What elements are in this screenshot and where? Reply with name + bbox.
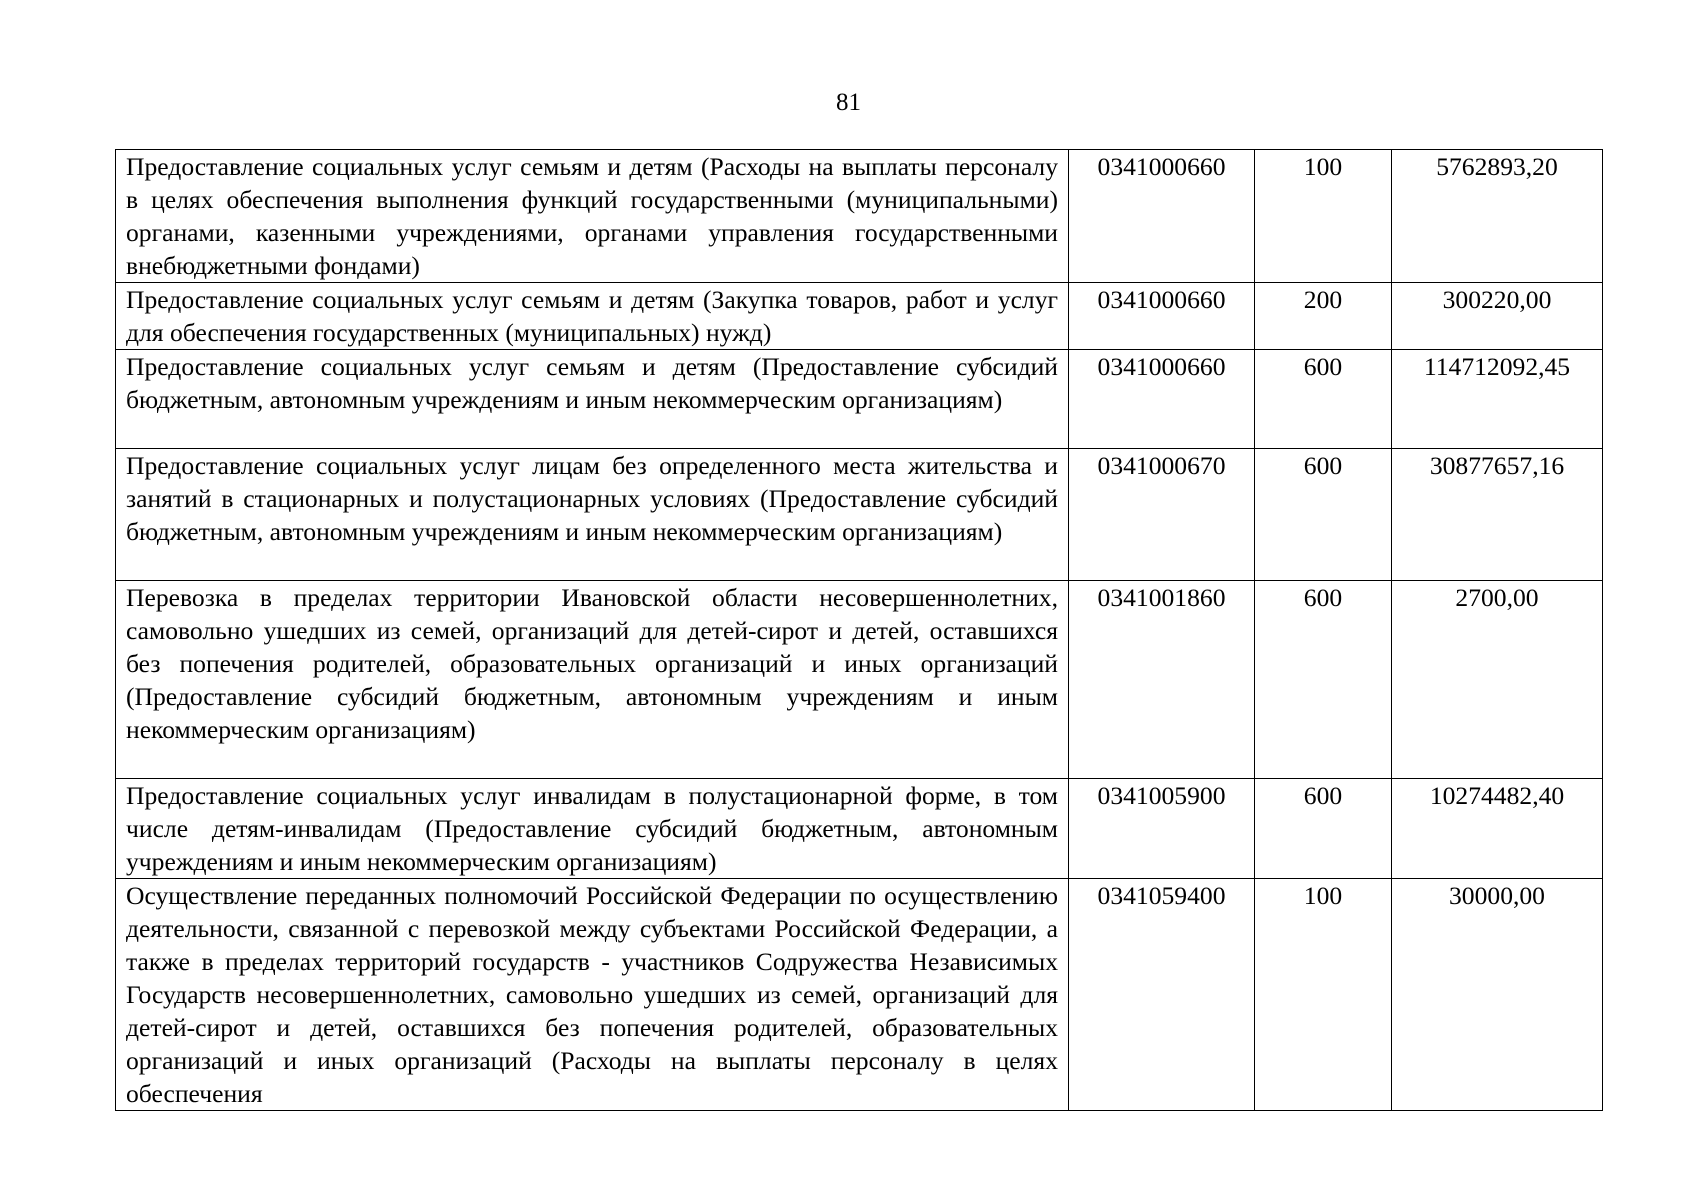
table-row (116, 779, 1603, 879)
row-target-code: 0341000670 (1069, 449, 1255, 581)
row-amount: 30000,00 (1392, 879, 1603, 1111)
row-target-code: 0341001860 (1069, 581, 1255, 779)
row-expense-type: 600 (1255, 779, 1392, 879)
row-target-code: 0341000660 (1069, 350, 1255, 449)
row-expense-type: 600 (1255, 350, 1392, 449)
table-row (116, 581, 1603, 779)
row-target-code: 0341005900 (1069, 779, 1255, 879)
row-expense-type: 600 (1255, 449, 1392, 581)
row-description: Предоставление социальных услуг семьям и детям (Закупка товаров, работ и услуг для обеспечения государственных (муниципальных) нужд) (116, 283, 1069, 350)
row-amount: 5762893,20 (1392, 150, 1603, 283)
row-description: Предоставление социальных услуг семьям и детям (Расходы на выплаты персоналу в целях обеспечения выполнения функций государственными (муниципальными) органами, казенными учреждениями, органами управления государственными внебюджетными фондами) (116, 150, 1069, 283)
row-description: Предоставление социальных услуг семьям и детям (Предоставление субсидий бюджетным, автономным учреждениям и иным некоммерческим организациям) (116, 350, 1069, 449)
row-amount: 30877657,16 (1392, 449, 1603, 581)
row-expense-type: 200 (1255, 283, 1392, 350)
row-expense-type: 600 (1255, 581, 1392, 779)
row-amount: 114712092,45 (1392, 350, 1603, 449)
table-row (116, 350, 1603, 449)
row-description: Перевозка в пределах территории Ивановской области несовершеннолетних, самовольно ушедших из семей, организаций для детей-сирот и детей, оставшихся без попечения родителей, образовательных организаций и иных организаций (Предоставление субсидий бюджетным, автономным учреждениям и иным некоммерческим организациям) (116, 581, 1069, 779)
row-target-code: 0341059400 (1069, 879, 1255, 1111)
row-target-code: 0341000660 (1069, 150, 1255, 283)
table-row (116, 879, 1603, 1111)
row-description: Предоставление социальных услуг лицам без определенного места жительства и занятий в стационарных и полустационарных условиях (Предоставление субсидий бюджетным, автономным учреждениям и иным некоммерческим организациям) (116, 449, 1069, 581)
row-expense-type: 100 (1255, 150, 1392, 283)
row-description: Осуществление переданных полномочий Российской Федерации по осуществлению деятельности, связанной с перевозкой между субъектами Российской Федерации, а также в пределах территорий государств - участников Содружества Независимых Государств несовершеннолетних, самовольно ушедших из семей, организаций для детей-сирот и детей, оставшихся без попечения родителей, образовательных организаций и иных организаций (Расходы на выплаты персоналу в целях обеспечения (116, 879, 1069, 1111)
page-number: 81 (836, 89, 861, 116)
table-row (116, 150, 1603, 283)
row-amount: 10274482,40 (1392, 779, 1603, 879)
row-description: Предоставление социальных услуг инвалидам в полустационарной форме, в том числе детям-инвалидам (Предоставление субсидий бюджетным, автономным учреждениям и иным некоммерческим организациям) (116, 779, 1069, 879)
row-amount: 2700,00 (1392, 581, 1603, 779)
table-row (116, 283, 1603, 350)
row-expense-type: 100 (1255, 879, 1392, 1111)
budget-table (115, 149, 1603, 1111)
row-target-code: 0341000660 (1069, 283, 1255, 350)
row-amount: 300220,00 (1392, 283, 1603, 350)
table-row (116, 449, 1603, 581)
